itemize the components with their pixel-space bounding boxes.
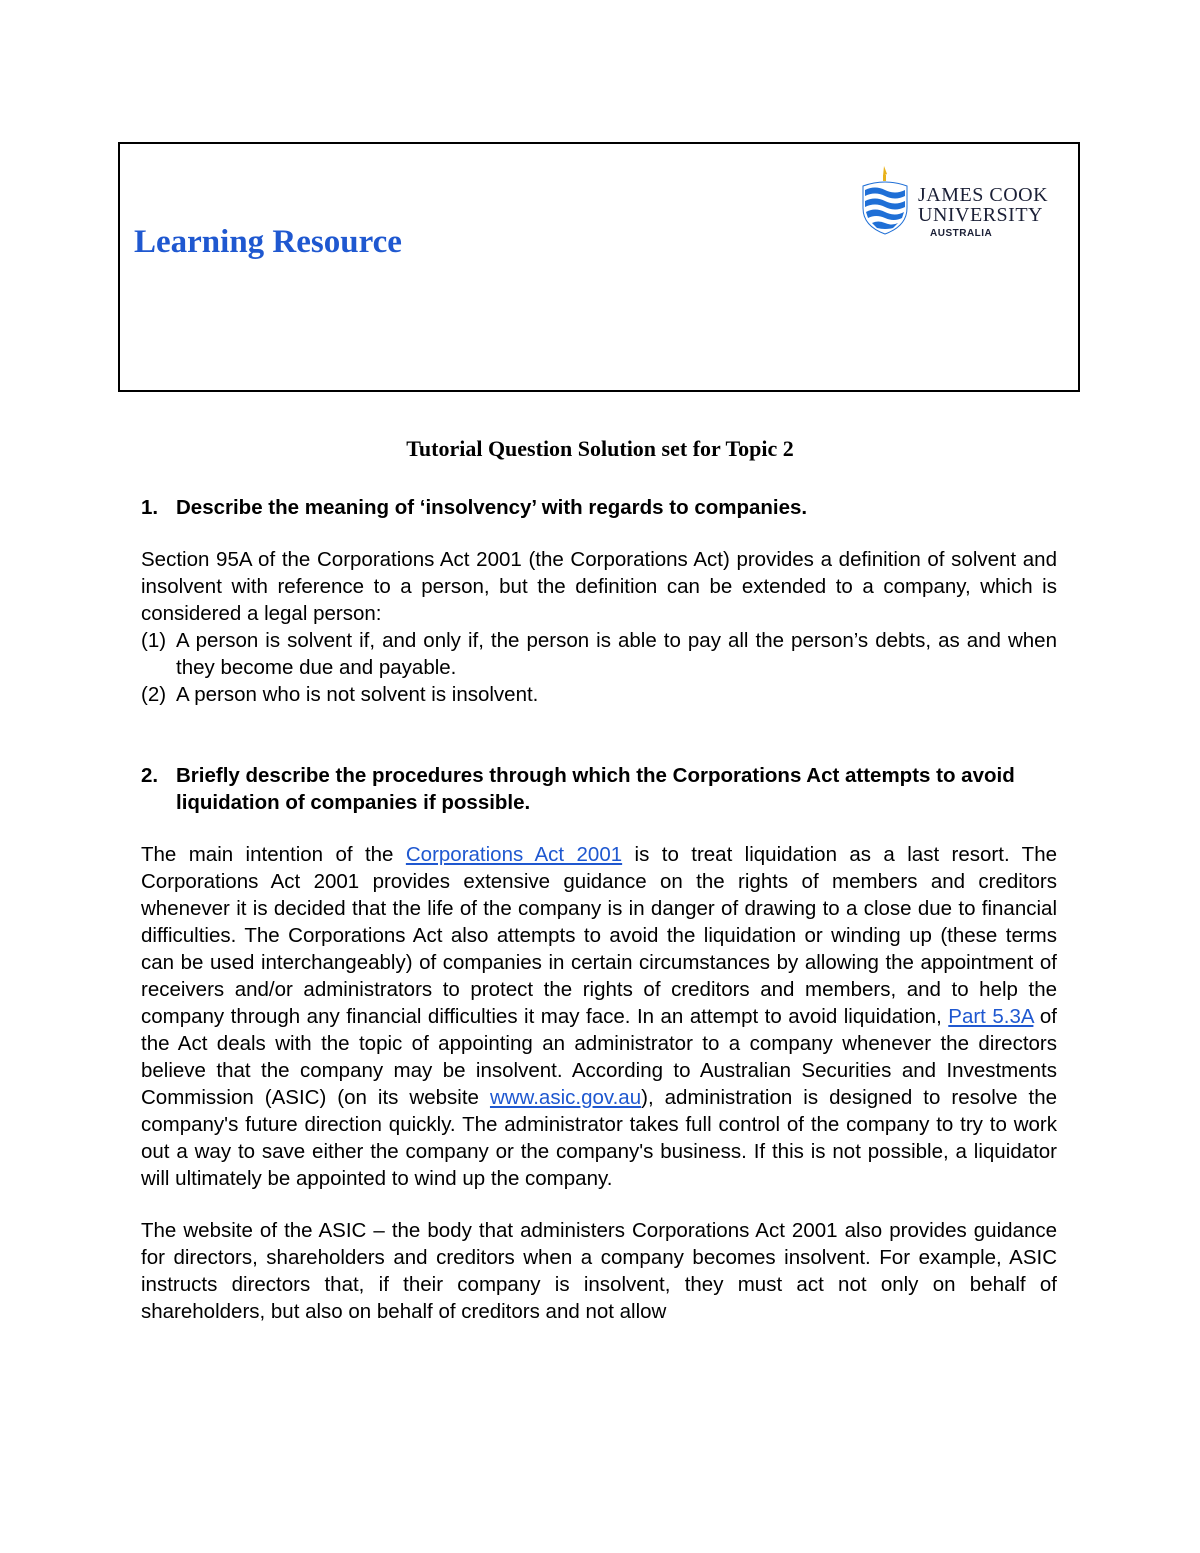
list-item — [141, 627, 1057, 681]
answer-1-intro: Section 95A of the Corporations Act 2001 (the Corporations Act) provides a definition of solvent and insolvent with reference to a person, but the definition can be extended to a company, which is considered a legal person: — [141, 548, 1057, 625]
list-item-text: A person is solvent if, and only if, the person is able to pay all the person’s debts, as and when they become due and payable. — [176, 629, 1057, 679]
answer-2-paragraph-1 — [141, 841, 1057, 1192]
part-5-3a-link[interactable]: Part 5.3A — [948, 1005, 1034, 1028]
list-item-label: (2) — [141, 683, 167, 706]
header-box — [118, 142, 1080, 392]
question-2-number: 2. — [141, 764, 159, 787]
answer-2-text-2: is to treat liquidation as a last resort. The Corporations Act 2001 provides extensive guidance on the rights of members and creditors whenever it is decided that the life of the company is in danger of drawing to a close due to financial difficulties. The Corporations Act also attempts to avoid the liquidation or winding up (these terms can be used interchangeably) of companies in certain circumstances by allowing the appointment of receivers and/or administrators to protect the rights of creditors and members, and to help the company through any financial difficulties it may face. In an attempt to avoid liquidation, — [141, 843, 1057, 1028]
corporations-act-link[interactable]: Corporations Act 2001 — [405, 843, 623, 866]
question-2-text: Briefly describe the procedures through which the Corporations Act attempts to avoid liquidation of companies if possible. — [176, 764, 1015, 814]
document-body — [141, 494, 1057, 1325]
learning-resource-title: Learning Resource — [134, 224, 402, 260]
logo-text-line1: JAMES COOK — [918, 184, 1049, 206]
question-1-number: 1. — [141, 496, 159, 519]
list-item — [141, 681, 1057, 708]
logo-text-line3: AUSTRALIA — [930, 228, 993, 239]
answer-2-text-4: ), administration is designed to resolve the company's future direction quickly. The administrator takes full control of the company to try to work out a way to save either the company or the company's business. If this is not possible, a liquidator will ultimately be appointed to wind up the company. — [141, 1086, 1057, 1190]
logo-text-line2: UNIVERSITY — [918, 204, 1043, 226]
shield-icon — [860, 164, 910, 239]
list-item-label: (1) — [141, 629, 167, 652]
answer-2-paragraph-2: The website of the ASIC – the body that administers Corporations Act 2001 also provides guidance for directors, shareholders and creditors when a company becomes insolvent. For example, ASIC instructs directors that, if their company is insolvent, they must act not only on behalf of shareholders, but also on behalf of creditors and not allow — [141, 1219, 1057, 1323]
question-2 — [141, 762, 1057, 816]
list-item-text: A person who is not solvent is insolvent. — [176, 683, 539, 706]
question-1-text: Describe the meaning of ‘insolvency’ with regards to companies. — [176, 496, 808, 519]
answer-2-text-1: The main intention of the — [141, 843, 406, 866]
answer-2-text-3: of the Act deals with the topic of appointing an administrator to a company whenever the directors believe that the company may be insolvent. According to Australian Securities and Investments Commission (ASIC) (on its website — [141, 1005, 1057, 1109]
asic-website-link[interactable]: www.asic.gov.au — [489, 1086, 642, 1109]
document-title: Tutorial Question Solution set for Topic 2 — [406, 436, 794, 461]
question-1 — [141, 494, 1057, 521]
university-logo — [860, 164, 1049, 244]
